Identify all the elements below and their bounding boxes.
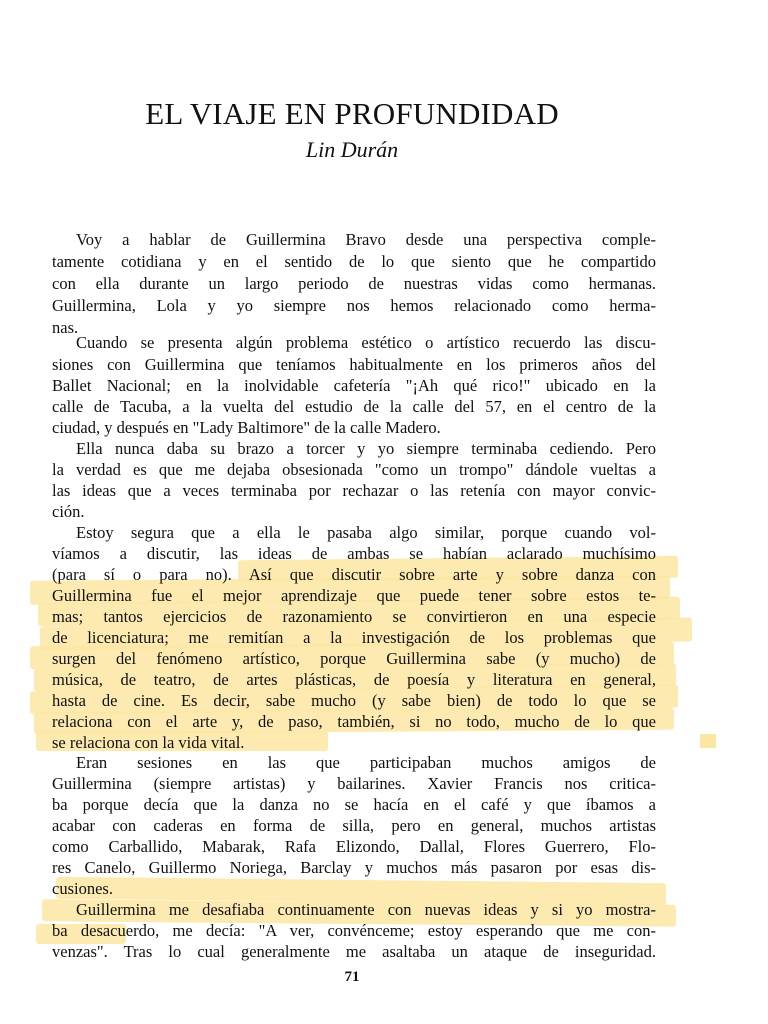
text-line: venzas". Tras lo cual generalmente me asaltaba un ataque de inseguridad.	[52, 942, 656, 961]
text-line: Guillermina (siempre artistas) y bailarines. Xavier Francis nos critica-	[52, 774, 656, 793]
text-line: res Canelo, Guillermo Noriega, Barclay y muchos más pasaron por esas dis-	[52, 858, 656, 877]
text-line: música, de teatro, de artes plásticas, de poesía y literatura en general,	[52, 670, 656, 689]
text-line: surgen del fenómeno artístico, porque Guillermina sabe (y mucho) de	[52, 649, 656, 668]
text-line: Cuando se presenta algún problema estético o artístico recuerdo las discu-	[76, 333, 656, 352]
text-line: Ella nunca daba su brazo a torcer y yo siempre terminaba cediendo. Pero	[76, 439, 656, 458]
text-line: tamente cotidiana y en el sentido de lo que siento que he compartido	[52, 252, 656, 271]
text-line: ción.	[52, 502, 85, 521]
text-line: Guillermina me desafiaba continuamente con nuevas ideas y si yo mostra-	[76, 900, 656, 919]
text-line: con ella durante un largo periodo de nuestras vidas como hermanas.	[52, 274, 656, 293]
text-line: como Carballido, Mabarak, Rafa Elizondo, Dallal, Flores Guerrero, Flo-	[52, 837, 656, 856]
text-line: Guillermina, Lola y yo siempre nos hemos relacionado como herma-	[52, 296, 656, 315]
text-line: nas.	[52, 318, 79, 337]
text-line: víamos a discutir, las ideas de ambas se habían aclarado muchísimo	[52, 544, 656, 563]
text-line: acabar con caderas en forma de silla, pero en general, muchos artistas	[52, 816, 656, 835]
text-line: ciudad, y después en "Lady Baltimore" de la calle Madero.	[52, 418, 441, 437]
text-line: Ballet Nacional; en la inolvidable cafetería "¡Ah qué rico!" ubicado en la	[52, 376, 656, 395]
page-number: 71	[344, 969, 360, 985]
text-line: siones con Guillermina que teníamos habitualmente en los primeros años del	[52, 355, 656, 374]
text-line: (para sí o para no). Así que discutir sobre arte y sobre danza con	[52, 565, 656, 584]
text-line: la verdad es que me dejaba obsesionada "como un trompo" dándole vueltas a	[52, 460, 656, 479]
text-line: hasta de cine. Es decir, sabe mucho (y sabe bien) de todo lo que se	[52, 691, 656, 710]
text-line: las ideas que a veces terminaba por rechazar o las retenía con mayor convic-	[52, 481, 656, 500]
text-line: cusiones.	[52, 879, 113, 898]
author-name: Lin Durán	[305, 137, 399, 162]
text-line: ba desacuerdo, me decía: "A ver, convénceme; estoy esperando que me con-	[52, 921, 656, 940]
highlight-dot	[700, 734, 716, 748]
text-line: ba porque decía que la danza no se hacía en el café y que íbamos a	[52, 795, 656, 814]
text-line: relaciona con el arte y, de paso, también, si no todo, mucho de lo que	[52, 712, 656, 731]
text-line: Voy a hablar de Guillermina Bravo desde una perspectiva comple-	[76, 230, 656, 249]
text-line: Guillermina fue el mejor aprendizaje que puede tener sobre estos te-	[52, 586, 656, 605]
page-title: EL VIAJE EN PROFUNDIDAD	[145, 96, 559, 131]
text-line: calle de Tacuba, a la vuelta del estudio de la calle del 57, en el centro de la	[52, 397, 656, 416]
text-line: Estoy segura que a ella le pasaba algo similar, porque cuando vol-	[76, 523, 656, 542]
text-line: Eran sesiones en las que participaban muchos amigos de	[76, 753, 656, 772]
text-line: mas; tantos ejercicios de razonamiento se convirtieron en una especie	[52, 607, 656, 626]
text-line: de licenciatura; me remitían a la investigación de los problemas que	[52, 628, 656, 647]
text-line: se relaciona con la vida vital.	[52, 733, 245, 752]
